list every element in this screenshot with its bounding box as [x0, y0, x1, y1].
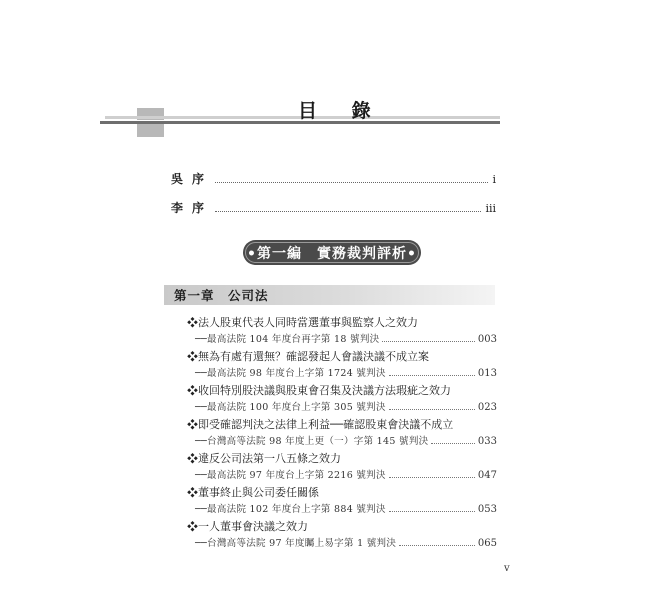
entry-citation-line	[195, 333, 497, 346]
entry-title: ❖董事終止與公司委任關係	[187, 486, 319, 499]
dot-leader	[215, 211, 481, 212]
preface-entry-li[interactable]	[171, 199, 496, 215]
entry-citation: ──最高法院 97 年度台上字第 2216 號判決	[195, 470, 386, 481]
dot-leader	[389, 375, 475, 376]
chapter-heading[interactable]	[164, 285, 495, 305]
toc-entry[interactable]	[187, 418, 497, 448]
toc-entry[interactable]	[187, 350, 497, 380]
entry-citation-line	[195, 401, 497, 414]
dot-leader	[389, 409, 475, 410]
toc-entry[interactable]	[187, 316, 497, 346]
dot-leader	[382, 341, 474, 342]
part-title: •第一編 實務裁判評析•	[247, 245, 417, 262]
toc-entry[interactable]	[187, 520, 497, 550]
preface-label: 李序	[171, 201, 214, 215]
page-title: 目 錄	[298, 100, 385, 122]
part-banner[interactable]	[243, 240, 421, 265]
page-number: v	[504, 563, 510, 574]
preface-label: 吳序	[171, 172, 214, 186]
toc-entry[interactable]	[187, 384, 497, 414]
entry-citation-line	[195, 435, 497, 448]
entry-page: 065	[477, 538, 497, 549]
entry-page: 023	[477, 402, 497, 413]
entry-title: ❖一人董事會決議之效力	[187, 520, 308, 533]
entry-page: 053	[477, 504, 497, 515]
toc-entry[interactable]	[187, 486, 497, 516]
entry-citation: ──最高法院 104 年度台再字第 18 號判決	[195, 334, 380, 345]
preface-page: iii	[485, 202, 496, 215]
preface-entry-wu[interactable]	[171, 170, 496, 186]
chapter-label: 第一章 公司法	[174, 288, 269, 303]
dot-leader	[389, 477, 475, 478]
entry-title: ❖違反公司法第一八五條之效力	[187, 452, 341, 465]
entry-citation: ──台灣高等法院 98 年度上更（一）字第 145 號判決	[195, 436, 429, 447]
entry-citation-line	[195, 367, 497, 380]
entry-title: ❖法人股東代表人同時當選董事與監察人之效力	[187, 316, 418, 329]
entry-title: ❖收回特別股決議與股東會召集及決議方法瑕疵之效力	[187, 384, 451, 397]
header-decoration	[137, 124, 164, 137]
entry-citation-line	[195, 469, 497, 482]
entry-page: 047	[477, 470, 497, 481]
entry-citation: ──最高法院 102 年度台上字第 884 號判決	[195, 504, 386, 515]
dot-leader	[389, 511, 475, 512]
entry-citation-line	[195, 503, 497, 516]
dot-leader	[399, 545, 475, 546]
entry-title: ❖無為有處有還無？確認發起人會議決議不成立案	[187, 350, 429, 363]
entry-citation: ──最高法院 98 年度台上字第 1724 號判決	[195, 368, 386, 379]
entry-page: 033	[477, 436, 497, 447]
dot-leader	[431, 443, 474, 444]
entry-page: 013	[477, 368, 497, 379]
toc-entry[interactable]	[187, 452, 497, 482]
entry-page: 003	[477, 334, 497, 345]
entry-title: ❖即受確認判決之法律上利益──確認股東會決議不成立	[187, 418, 454, 431]
entry-citation: ──台灣高等法院 97 年度矚上易字第 1 號判決	[195, 538, 397, 549]
preface-page: i	[492, 173, 496, 186]
dot-leader	[215, 182, 488, 183]
entry-citation-line	[195, 537, 497, 550]
entry-citation: ──最高法院 100 年度台上字第 305 號判決	[195, 402, 386, 413]
